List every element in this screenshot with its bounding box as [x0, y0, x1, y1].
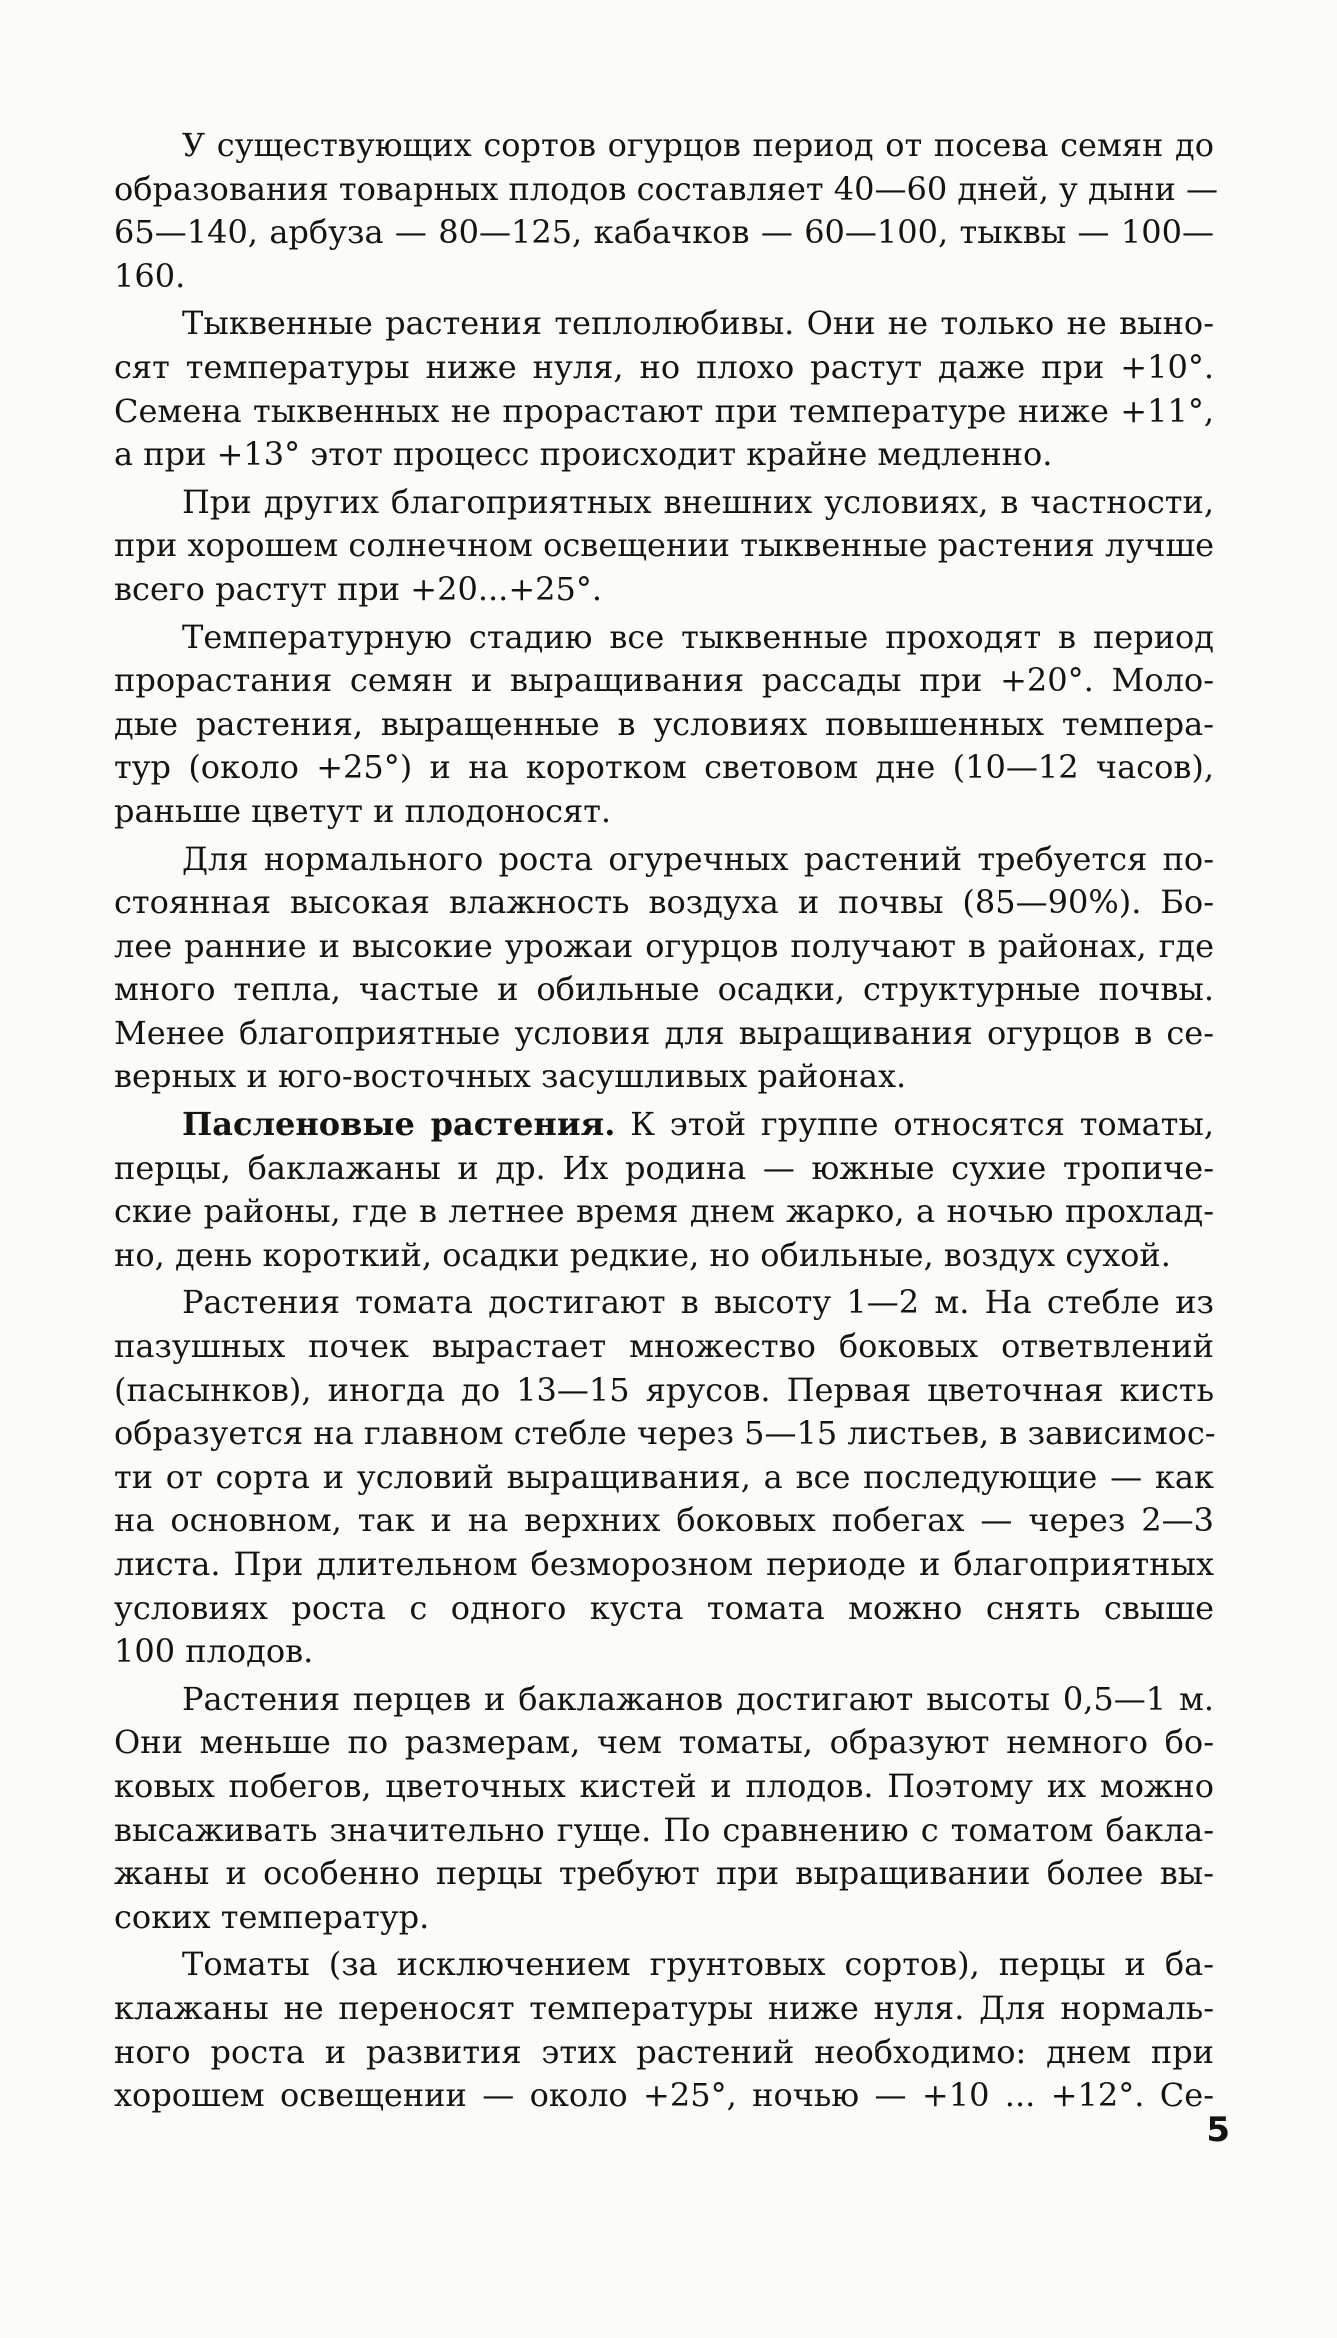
- line-text: образования товарных плодов составляет 40—60 дней, у дыни —: [114, 169, 1219, 208]
- text-line: [114, 390, 1214, 434]
- text-line: [114, 1678, 1214, 1722]
- paragraph: [114, 616, 1214, 834]
- run-in-heading: Пасленовые растения.: [182, 1105, 616, 1144]
- text-line: [114, 1369, 1214, 1413]
- line-text: ские районы, где в летнее время днем жарко, а ночью прохлад-: [114, 1192, 1214, 1231]
- text-line: [114, 838, 1214, 882]
- line-text: При других благоприятных внешних условиях, в частности,: [182, 482, 1214, 521]
- text-line: [114, 2074, 1214, 2118]
- line-text: много тепла, частые и обильные осадки, структурные почвы.: [114, 970, 1214, 1009]
- line-text: Растения перцев и баклажанов достигают высоты 0,5—1 м.: [182, 1679, 1214, 1718]
- text-line: [114, 881, 1214, 925]
- text-line: [114, 302, 1214, 346]
- text-line: [114, 168, 1219, 212]
- text-line: [114, 1234, 1214, 1278]
- text-line: [114, 1721, 1214, 1765]
- line-text: прорастания семян и выращивания рассады при +20°. Моло-: [114, 661, 1214, 700]
- line-text: К этой группе относятся томаты,: [615, 1105, 1215, 1144]
- text-line: [114, 703, 1214, 747]
- line-text: всего растут при +20...+25°.: [114, 569, 603, 608]
- text-line: [114, 255, 1214, 299]
- line-text: образуется на главном стебле через 5—15 листьев, в зависимос-: [114, 1414, 1216, 1453]
- paragraph: [114, 1943, 1214, 2117]
- line-text: ного роста и развития этих растений необходимо: днем при: [114, 2032, 1214, 2071]
- line-text: жаны и особенно перцы требуют при выращивании более вы-: [114, 1854, 1214, 1893]
- line-text: на основном, так и на верхних боковых побегах — через 2—3: [114, 1501, 1214, 1540]
- text-line: [114, 1896, 1214, 1940]
- text-line: [114, 1765, 1214, 1809]
- text-line: [114, 1412, 1214, 1456]
- text-line: [114, 1499, 1214, 1543]
- line-text: (пасынков), иногда до 13—15 ярусов. Первая цветочная кисть: [114, 1370, 1214, 1409]
- line-text: тур (около +25°) и на коротком световом дне (10—12 часов),: [114, 748, 1214, 787]
- text-line: [114, 1456, 1214, 1500]
- text-line: [114, 790, 1214, 834]
- text-line: [114, 1190, 1214, 1234]
- line-text: Для нормального роста огуречных растений требуется по-: [182, 839, 1214, 878]
- paragraph: [114, 1103, 1214, 1277]
- paragraph: [114, 838, 1214, 1100]
- text-line: [114, 1630, 1214, 1674]
- line-text: соких температур.: [114, 1897, 430, 1936]
- text-line: [114, 1852, 1214, 1896]
- text-line: [114, 2031, 1214, 2075]
- text-line: [114, 211, 1214, 255]
- text-line: [114, 659, 1214, 703]
- line-text: верных и юго-восточных засушливых районах.: [114, 1057, 907, 1096]
- text-line: [114, 1987, 1214, 2031]
- text-line: [114, 1055, 1214, 1099]
- line-text: а при +13° этот процесс происходит крайне медленно.: [114, 435, 1053, 474]
- line-text: клажаны не переносят температуры ниже нуля. Для нормаль-: [114, 1988, 1214, 2027]
- line-text: стоянная высокая влажность воздуха и почвы (85—90%). Бо-: [114, 883, 1214, 922]
- paragraph: [114, 124, 1219, 298]
- line-text: при хорошем солнечном освещении тыквенные растения лучше: [114, 526, 1214, 565]
- line-text: сят температуры ниже нуля, но плохо растут даже при +10°.: [114, 347, 1214, 386]
- line-text: 160.: [114, 256, 186, 295]
- text-line: [114, 481, 1214, 525]
- text-line: [114, 433, 1214, 477]
- line-text: Растения томата достигают в высоту 1—2 м. На стебле из: [182, 1283, 1214, 1322]
- paragraph: [114, 481, 1214, 612]
- line-text: раньше цветут и плодоносят.: [114, 791, 612, 830]
- line-text: Семена тыквенных не прорастают при температуре ниже +11°,: [114, 391, 1214, 430]
- line-text: Тыквенные растения теплолюбивы. Они не только не выно-: [182, 304, 1214, 343]
- text-line: [114, 524, 1214, 568]
- line-text: дые растения, выращенные в условиях повышенных темпера-: [114, 704, 1214, 743]
- line-text: хорошем освещении — около +25°, ночью — +10 ... +12°. Се-: [114, 2076, 1214, 2115]
- line-text: пазушных почек вырастает множество боковых ответвлений: [114, 1327, 1214, 1366]
- text-line: [114, 1147, 1214, 1191]
- paragraph: [114, 1678, 1214, 1940]
- text-line: [114, 1543, 1214, 1587]
- line-text: Температурную стадию все тыквенные проходят в период: [182, 617, 1214, 656]
- text-line: [114, 568, 1214, 612]
- line-text: лее ранние и высокие урожаи огурцов получают в районах, где: [114, 926, 1214, 965]
- line-text: У существующих сортов огурцов период от посева семян до: [182, 126, 1214, 164]
- line-text: высаживать значительно гуще. По сравнению с томатом бакла-: [114, 1810, 1214, 1849]
- line-text: условиях роста с одного куста томата можно снять свыше: [114, 1588, 1214, 1627]
- text-line: [114, 616, 1214, 660]
- line-text: Менее благоприятные условия для выращивания огурцов в се-: [114, 1013, 1214, 1052]
- line-text: Томаты (за исключением грунтовых сортов), перцы и ба-: [182, 1945, 1214, 1984]
- paragraph: [114, 1281, 1214, 1673]
- line-text: ти от сорта и условий выращивания, а все последующие — как: [114, 1457, 1214, 1496]
- line-text: 100 плодов.: [114, 1632, 314, 1671]
- text-line: [114, 1012, 1214, 1056]
- line-text: но, день короткий, осадки редкие, но обильные, воздух сухой.: [114, 1235, 1171, 1274]
- paragraph: [114, 302, 1214, 476]
- text-line: [114, 346, 1214, 390]
- line-text: 65—140, арбуза — 80—125, кабачков — 60—100, тыквы — 100—: [114, 213, 1214, 252]
- line-text: листа. При длительном безморозном периоде и благоприятных: [114, 1545, 1214, 1583]
- line-text: перцы, баклажаны и др. Их родина — южные сухие тропиче-: [114, 1148, 1214, 1187]
- text-line: [114, 968, 1214, 1012]
- page-body-text: [114, 124, 1219, 2122]
- text-line: [114, 1943, 1214, 1987]
- page-number: 5: [1206, 2110, 1230, 2150]
- line-text: ковых побегов, цветочных кистей и плодов. Поэтому их можно: [114, 1766, 1214, 1805]
- text-line: [114, 124, 1214, 168]
- text-line: [114, 1103, 1214, 1147]
- text-line: [114, 746, 1214, 790]
- text-line: [114, 1281, 1214, 1325]
- text-line: [114, 1587, 1214, 1631]
- text-line: [114, 1809, 1214, 1853]
- line-text: Они меньше по размерам, чем томаты, образуют немного бо-: [114, 1723, 1214, 1762]
- text-line: [114, 1325, 1214, 1369]
- text-line: [114, 925, 1214, 969]
